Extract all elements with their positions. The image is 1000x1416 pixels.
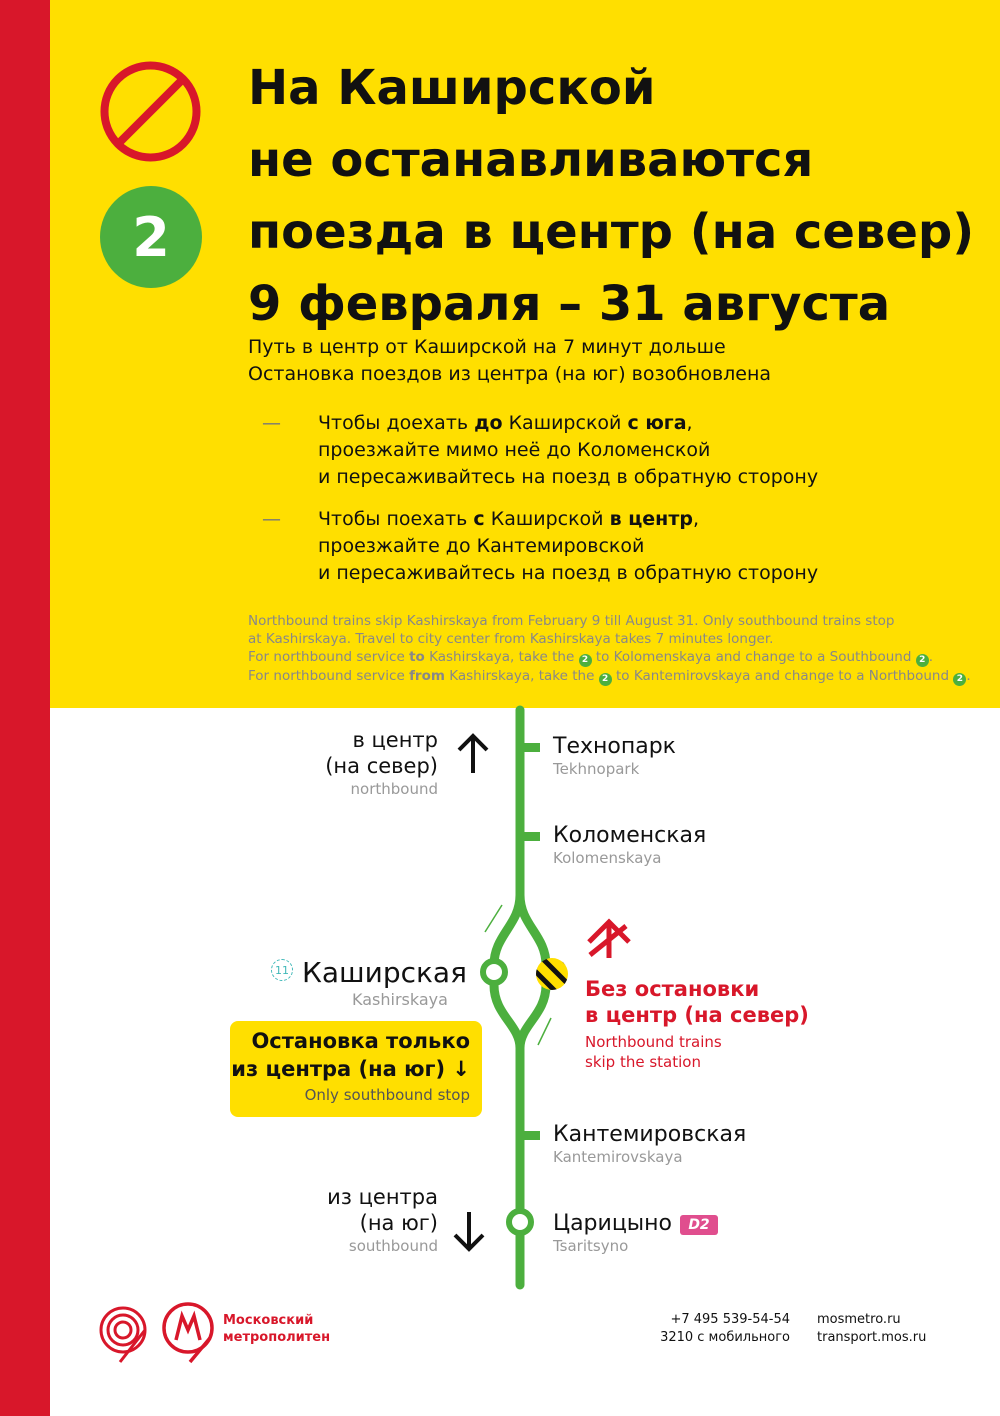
stop-box-english: Only southbound stop <box>304 1086 470 1104</box>
bullet-dash: — <box>262 508 281 530</box>
text-bold: to <box>409 649 425 665</box>
station-kantemirovskaya: Кантемировская <box>553 1122 747 1147</box>
skip-line: в центр (на север) <box>585 1003 809 1027</box>
line-2-mini-badge: 2 <box>579 654 592 667</box>
no-stop-marker <box>520 946 580 1006</box>
station-tekhnopark: Технопарк <box>553 734 676 759</box>
text-bold: from <box>409 668 445 684</box>
line-11-badge: 11 <box>271 959 293 981</box>
intro-line: Остановка поездов из центра (на юг) возобновлена <box>248 363 772 385</box>
english-line: Northbound trains skip Kashirskaya from February 9 till August 31. Only southbound trains stop <box>248 613 895 629</box>
text-bold: до <box>474 412 503 434</box>
phone-number: +7 495 539-54-54 <box>670 1312 790 1327</box>
station-kashirskaya: Каширская <box>302 956 467 989</box>
text-bold: с <box>473 508 485 530</box>
text-bold: с юга <box>627 412 687 434</box>
text-part: For northbound service <box>248 668 410 684</box>
text-bold: в центр <box>609 508 693 530</box>
direction-en: northbound <box>350 780 438 798</box>
no-stop-icon <box>589 922 629 958</box>
metro-m-letter <box>176 1316 200 1340</box>
text-part: Чтобы поехать <box>318 508 474 530</box>
org-name <box>223 1312 330 1346</box>
text-part: to Kolomenskaya and change to a Southbound <box>591 649 916 665</box>
southbound-only-box <box>230 1021 482 1117</box>
bullet-line: проезжайте до Кантемировской <box>318 535 645 557</box>
southbound-label <box>327 1184 438 1256</box>
d2-badge: D2 <box>680 1215 718 1235</box>
skip-line: Без остановки <box>585 977 760 1001</box>
skip-label-en <box>585 1032 722 1072</box>
text-part: Каширской <box>484 508 610 530</box>
website-link[interactable]: mosmetro.ru <box>817 1312 901 1327</box>
stop-box-line: Остановка только <box>251 1029 470 1053</box>
text-part: to Kantemirovskaya and change to a Northbound <box>611 668 954 684</box>
station-tsaritsyno: Царицыно <box>553 1211 673 1236</box>
direction-ru: в центр <box>352 728 438 752</box>
metro-logo-9-icon <box>101 1308 145 1362</box>
station-latin: Kolomenskaya <box>553 849 662 867</box>
tsaritsyno-station-dot <box>509 1211 531 1233</box>
intro-line: Путь в центр от Каширской на 7 минут дольше <box>248 336 726 358</box>
title-line: 9 февраля – 31 августа <box>248 276 891 332</box>
title-line: поезда в центр (на север) <box>248 204 975 260</box>
line-2-mini-badge: 2 <box>916 654 929 667</box>
text-part: For northbound service <box>248 649 410 665</box>
mobile-number: 3210 с мобильного <box>660 1330 790 1345</box>
station-latin: Kantemirovskaya <box>553 1148 683 1166</box>
northbound-label <box>325 727 438 799</box>
kashirskaya-station-dot <box>483 961 505 983</box>
direction-ru: (на юг) <box>359 1211 438 1235</box>
direction-en: southbound <box>348 1237 438 1255</box>
southbound-hint <box>538 1018 551 1045</box>
skip-line: skip the station <box>585 1053 701 1071</box>
station-latin: Kashirskaya <box>352 990 448 1009</box>
text-part: Чтобы доехать <box>318 412 475 434</box>
text-part: Каширской <box>502 412 628 434</box>
green-line <box>494 710 546 1285</box>
web-contacts <box>817 1311 926 1347</box>
text-part: . <box>928 649 933 665</box>
line-2-badge: 2 <box>100 186 202 288</box>
down-arrow-icon <box>455 1212 483 1249</box>
direction-ru: (на север) <box>325 754 438 778</box>
org-line: Московский <box>223 1313 314 1328</box>
english-line: at Kashirskaya. Travel to city center from Kashirskaya takes 7 minutes longer. <box>248 631 774 647</box>
line-2-mini-badge: 2 <box>599 673 612 686</box>
northbound-hint <box>485 905 502 932</box>
org-line: метрополитен <box>223 1330 331 1345</box>
title-line: На Каширской <box>248 60 656 116</box>
website-link[interactable]: transport.mos.ru <box>817 1330 927 1345</box>
up-arrow-icon <box>459 736 487 773</box>
text-part: Kashirskaya, take the <box>424 649 579 665</box>
station-latin: Tsaritsyno <box>553 1237 629 1255</box>
station-tick <box>520 832 540 841</box>
bullet-dash: — <box>262 412 281 434</box>
title-line: не останавливаются <box>248 132 814 188</box>
station-tick <box>520 1131 540 1140</box>
text-part: . <box>966 668 971 684</box>
station-latin: Tekhnopark <box>553 760 640 778</box>
line-2-mini-badge: 2 <box>953 673 966 686</box>
skip-label-ru <box>585 976 809 1028</box>
station-kolomenskaya: Коломенская <box>553 823 707 848</box>
bullet-line: проезжайте мимо неё до Коломенской <box>318 439 711 461</box>
bullet-line: и пересаживайтесь на поезд в обратную сторону <box>318 562 819 584</box>
text-part: Kashirskaya, take the <box>444 668 599 684</box>
phone-contacts <box>660 1311 790 1347</box>
bullet-line: и пересаживайтесь на поезд в обратную сторону <box>318 466 819 488</box>
stop-box-line: из центра (на юг) ↓ <box>231 1057 470 1081</box>
station-tick <box>520 743 540 752</box>
direction-ru: из центра <box>327 1185 438 1209</box>
text-part: , <box>686 412 693 434</box>
skip-line: Northbound trains <box>585 1033 722 1051</box>
text-part: , <box>692 508 699 530</box>
